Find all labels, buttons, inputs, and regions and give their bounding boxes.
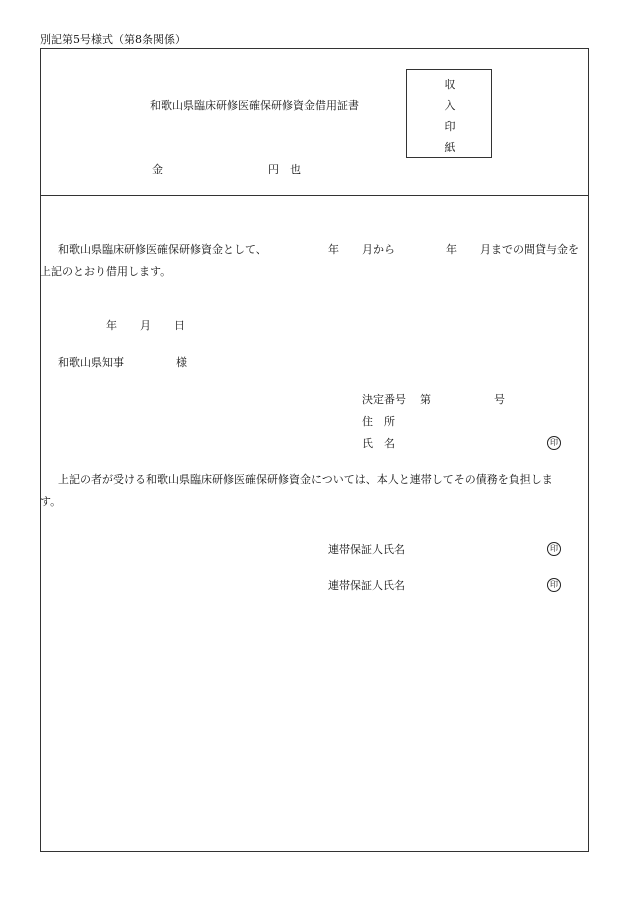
decision-number-label: 決定番号 [362, 393, 406, 406]
amount-prefix: 金 [152, 163, 163, 176]
guarantor-1-seal-mark: 印 [547, 542, 561, 556]
decision-number-dai: 第 [420, 393, 431, 406]
stamp-char: 収 [444, 78, 456, 91]
guarantee-statement-line2: す。 [40, 495, 62, 508]
addressee-honorific: 様 [176, 356, 187, 369]
amount-field[interactable] [172, 160, 262, 176]
date-day: 日 [174, 319, 185, 332]
date-month: 月 [140, 319, 151, 332]
date-year: 年 [106, 319, 117, 332]
section-divider [40, 195, 589, 196]
revenue-stamp-box [406, 69, 492, 158]
borrower-seal-mark: 印 [547, 436, 561, 450]
stamp-char: 入 [444, 99, 456, 112]
borrower-name-label: 氏 名 [362, 437, 395, 450]
loan-statement-line2: 上記のとおり借用します。 [40, 265, 172, 278]
form-number-label: 別記第5号様式（第8条関係） [40, 33, 186, 46]
form-frame [40, 48, 589, 852]
amount-suffix: 円 也 [268, 163, 301, 176]
loan-start-year: 年 [328, 243, 339, 256]
guarantor-2-label: 連帯保証人氏名 [328, 579, 405, 592]
document-title: 和歌山県臨床研修医確保研修資金借用証書 [150, 99, 359, 112]
address-label: 住 所 [362, 415, 395, 428]
loan-statement-part1: 和歌山県臨床研修医確保研修資金として、 [58, 243, 267, 256]
decision-number-go: 号 [494, 393, 505, 406]
stamp-char: 印 [444, 120, 456, 133]
stamp-char: 紙 [444, 141, 456, 154]
addressee: 和歌山県知事 [58, 356, 124, 369]
guarantor-1-label: 連帯保証人氏名 [328, 543, 405, 556]
loan-start-month: 月から [362, 243, 395, 256]
guarantor-2-seal-mark: 印 [547, 578, 561, 592]
guarantee-statement-line1: 上記の者が受ける和歌山県臨床研修医確保研修資金については、本人と連帯してその債務を負担しま [58, 473, 553, 486]
loan-end-month: 月までの間貸与金を [480, 243, 579, 256]
loan-end-year: 年 [446, 243, 457, 256]
